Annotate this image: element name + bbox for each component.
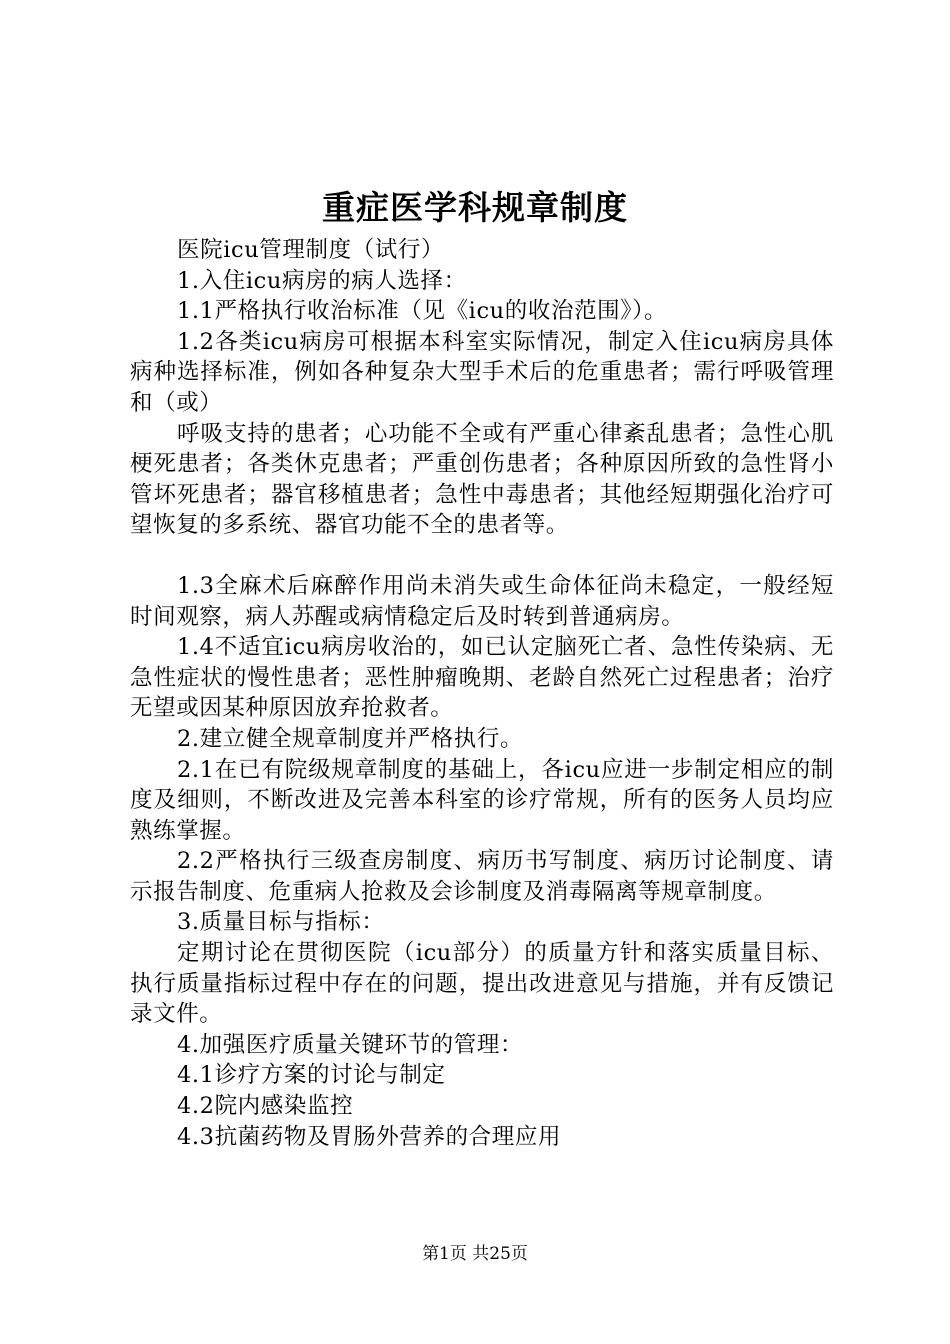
- paragraph: 1.1严格执行收治标准（见《icu的收治范围》）。: [177, 298, 668, 325]
- paragraph: 1.入住icu病房的病人选择：: [177, 267, 467, 294]
- paragraph: 4.2院内感染监控: [177, 1093, 354, 1120]
- paragraph: 2.2严格执行三级查房制度、病历书写制度、病历讨论制度、请示报告制度、危重病人抢救及会诊制度及消毒隔离等规章制度。: [130, 848, 834, 905]
- paragraph: 1.2各类icu病房可根据本科室实际情况，制定入住icu病房具体病种选择标准，例如各种复杂大型手术后的危重患者；需行呼吸管理和（或）: [130, 328, 834, 416]
- document-title: 重症医学科规章制度: [322, 188, 628, 227]
- document-body: [130, 235, 834, 1152]
- paragraph: 4.1诊疗方案的讨论与制定: [177, 1062, 446, 1089]
- paragraph: 2.建立健全规章制度并严格执行。: [177, 725, 524, 752]
- paragraph: 2.1在已有院级规章制度的基础上，各icu应进一步制定相应的制度及细则，不断改进及完善本科室的诊疗常规，所有的医务人员均应熟练掌握。: [130, 756, 834, 844]
- paragraph: 呼吸支持的患者；心功能不全或有严重心律紊乱患者；急性心肌梗死患者；各类休克患者；严重创伤患者；各种原因所致的急性肾小管坏死患者；器官移植患者；急性中毒患者；其他经短期强化治疗可望恢复的多系统、器官功能不全的患者等。: [130, 420, 834, 539]
- paragraph: 4.加强医疗质量关键环节的管理：: [177, 1031, 524, 1058]
- page-footer: 第1页 共25页: [422, 1244, 528, 1264]
- paragraph: 4.3抗菌药物及胃肠外营养的合理应用: [177, 1123, 562, 1150]
- paragraph: 医院icu管理制度（试行）: [177, 237, 445, 263]
- paragraph: 1.3全麻术后麻醉作用尚未消失或生命体征尚未稳定，一般经短时间观察，病人苏醒或病情稳定后及时转到普通病房。: [130, 572, 834, 630]
- paragraph: 1.4不适宜icu病房收治的，如已认定脑死亡者、急性传染病、无急性症状的慢性患者；恶性肿瘤晚期、老龄自然死亡过程患者；治疗无望或因某种原因放弃抢救者。: [130, 634, 834, 722]
- paragraph: 定期讨论在贯彻医院（icu部分）的质量方针和落实质量目标、执行质量指标过程中存在的问题，提出改进意见与措施，并有反馈记录文件。: [130, 940, 834, 1028]
- paragraph: 3.质量目标与指标：: [177, 909, 385, 936]
